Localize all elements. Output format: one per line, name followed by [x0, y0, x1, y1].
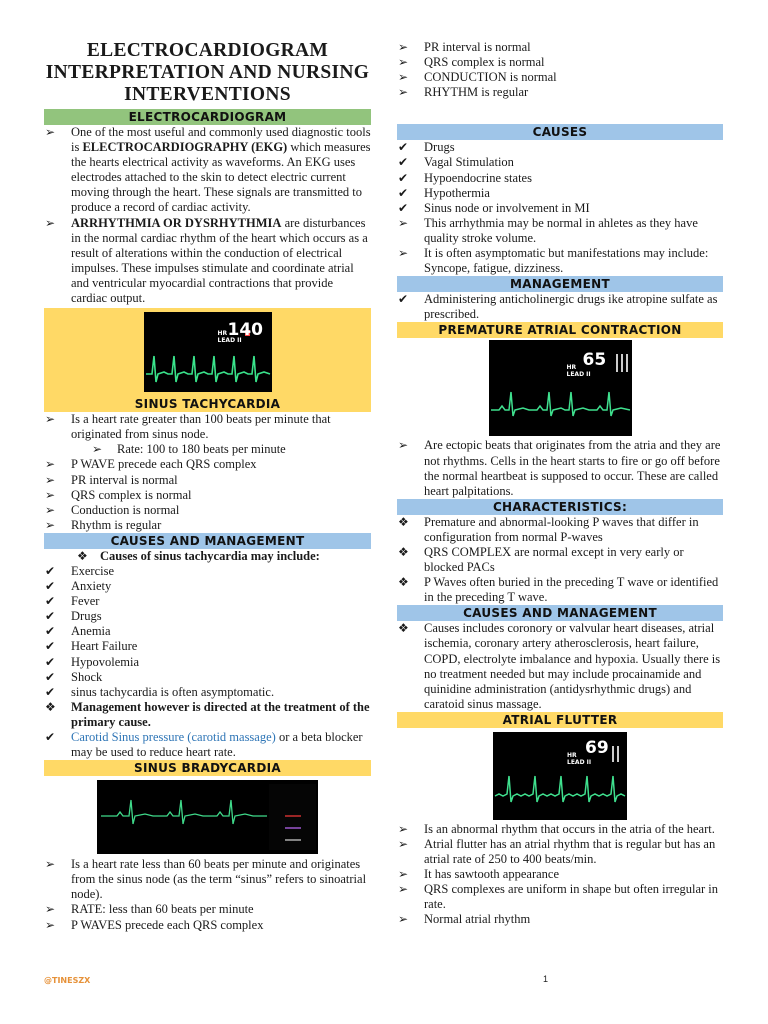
- list-item: ✔ Drugs: [398, 140, 455, 155]
- arrow-bullet-icon: ➢: [398, 55, 409, 70]
- ecg-monitor-image: [97, 780, 318, 854]
- arrow-bullet-icon: ➢: [45, 857, 56, 872]
- list-item: ➢ PR interval is normal: [398, 40, 531, 54]
- arrow-bullet-icon: ➢: [45, 502, 56, 517]
- list-item: ✔ Anxiety: [45, 579, 112, 594]
- list-item: ➢ P WAVES precede each QRS complex: [45, 917, 264, 932]
- diamond-bullet-icon: ❖: [398, 621, 409, 636]
- list-item: ✔ Hypovolemia: [45, 654, 140, 669]
- check-bullet-icon: ✔: [45, 563, 56, 578]
- arrow-bullet-icon: ➢: [398, 882, 409, 897]
- arrow-bullet-icon: ➢: [45, 917, 56, 932]
- list-item: ✔ Hypothermia: [398, 185, 490, 200]
- arrow-bullet-icon: ➢: [45, 215, 56, 230]
- list-item: ❖ Causes includes coronory or valvular heart diseases, atrial ischemia, coronary artery atherosclerosis, heart failure, COPD, electrolyte imbalance and hypoxia. Usually there is no treatment needed but may include procainamide and quinidine administration (antidysrhythmic drugs) and caratoid sinus massage.: [398, 621, 721, 711]
- check-bullet-icon: ✔: [398, 170, 409, 185]
- section-header-electrocardiogram: ELECTROCARDIOGRAM: [44, 109, 371, 125]
- diamond-bullet-icon: ❖: [45, 699, 56, 714]
- ecg-monitor-image: HR LEAD II 140: [144, 312, 272, 392]
- list-item: ❖ Management however is directed at the treatment of the primary cause.: [45, 699, 370, 729]
- diamond-bullet-icon: ❖: [77, 548, 88, 563]
- arrow-bullet-icon: ➢: [45, 902, 56, 917]
- author-handle: @TINESZX: [44, 976, 91, 985]
- list-item: ✔ Drugs: [45, 609, 102, 624]
- list-item: ✔ Hypoendocrine states: [398, 170, 532, 185]
- list-item: ➢ RATE: less than 60 beats per minute: [45, 902, 254, 917]
- list-item: ✔ Anemia: [45, 624, 111, 639]
- check-bullet-icon: ✔: [45, 624, 56, 639]
- arrow-bullet-icon: ➢: [45, 487, 56, 502]
- arrow-bullet-icon: ➢: [45, 457, 56, 472]
- check-bullet-icon: ✔: [398, 200, 409, 215]
- list-item: ✔ Sinus node or involvement in MI: [398, 200, 590, 215]
- ecg-monitor-image: HR LEAD II 65: [489, 340, 632, 436]
- list-item: ➢ Is a heart rate greater than 100 beats per minute that originated from sinus node.: [45, 412, 331, 442]
- section-header-atrial-flutter: ATRIAL FLUTTER: [397, 712, 723, 728]
- section-header-causes: CAUSES: [397, 124, 723, 140]
- list-item: ➢ Is a heart rate less than 60 beats per minute and originates from the sinus node (as the term “sinus” refers to sinoatrial node).: [45, 857, 367, 902]
- bradycardia-figure: [44, 777, 371, 857]
- check-bullet-icon: ✔: [398, 292, 409, 307]
- page-title: ELECTROCARDIOGRAM INTERPRETATION AND NURSING INTERVENTIONS: [45, 40, 370, 105]
- arrow-bullet-icon: ➢: [398, 215, 409, 230]
- check-bullet-icon: ✔: [45, 684, 56, 699]
- list-item: ➢ Rhythm is regular: [45, 517, 162, 532]
- arrow-bullet-icon: ➢: [398, 821, 409, 836]
- check-bullet-icon: ✔: [45, 654, 56, 669]
- arrow-bullet-icon: ➢: [45, 517, 56, 532]
- tachycardia-figure: [44, 308, 371, 396]
- ecg-monitor-image: HR LEAD II 69: [493, 732, 627, 820]
- list-item: ➢ Rate: 100 to 180 beats per minute: [92, 442, 286, 457]
- list-item: ➢ This arrhythmia may be normal in ahletes as they have quality stroke volume.: [398, 215, 698, 245]
- check-bullet-icon: ✔: [45, 730, 56, 744]
- pac-figure: [397, 338, 723, 438]
- check-bullet-icon: ✔: [398, 155, 409, 170]
- section-header-premature-atrial-contraction: PREMATURE ATRIAL CONTRACTION: [397, 322, 723, 338]
- section-header-sinus-tachycardia: SINUS TACHYCARDIA: [44, 396, 371, 412]
- arrow-bullet-icon: ➢: [398, 40, 409, 54]
- check-bullet-icon: ✔: [45, 669, 56, 684]
- list-item: ➢ QRS complex is normal: [45, 487, 192, 502]
- list-item: ❖ P Waves often buried in the preceding T wave or identified in the preceding T wave.: [398, 575, 719, 605]
- list-item: ✔ Exercise: [45, 563, 115, 578]
- list-item: ❖ Causes of sinus tachycardia may include:: [77, 548, 320, 563]
- check-bullet-icon: ✔: [45, 594, 56, 609]
- diamond-bullet-icon: ❖: [398, 575, 409, 590]
- arrow-bullet-icon: ➢: [45, 125, 56, 139]
- carotid-massage-link[interactable]: Carotid Sinus pressure (carotid massage): [71, 730, 276, 744]
- list-item: ✔ Heart Failure: [45, 639, 138, 654]
- list-item: ➢ ARRHYTHMIA OR DYSRHYTHMIA are disturbances in the normal cardiac rhythm of the heart which occurs as a result of alterations within the conduction of electrical impulses. These impulses stimulate and coordinate atrial and ventricular myocardial contractions that provide cardiac output.: [45, 215, 368, 306]
- list-item: ➢ Are ectopic beats that originates from the atria and they are not rhythms. Cells in the heart starts to fire or go off before the normal heartbeat is supposed to occur. These are called heart palpitations.: [398, 438, 721, 498]
- arrow-bullet-icon: ➢: [398, 867, 409, 882]
- page-number: 1: [543, 974, 549, 984]
- atrial-flutter-figure: [397, 730, 723, 822]
- list-item: ➢ QRS complexes are uniform in shape but often irregular in rate.: [398, 882, 719, 912]
- section-header-management: MANAGEMENT: [397, 276, 723, 292]
- list-item: ➢ It has sawtooth appearance: [398, 867, 560, 882]
- list-item: ➢ Conduction is normal: [45, 502, 180, 517]
- list-item: ✔ Administering anticholinergic drugs ike atropine sulfate as prescribed.: [398, 292, 718, 322]
- arrow-bullet-icon: ➢: [398, 85, 409, 100]
- list-item: ✔ sinus tachycardia is often asymptomatic.: [45, 684, 275, 699]
- list-item: ➢ RHYTHM is regular: [398, 85, 529, 100]
- list-item: ➢ Is an abnormal rhythm that occurs in the atria of the heart.: [398, 821, 715, 836]
- check-bullet-icon: ✔: [45, 639, 56, 654]
- right-column: [397, 0, 723, 928]
- check-bullet-icon: ✔: [398, 185, 409, 200]
- list-item: ➢ It is often asymptomatic but manifestations may include: Syncope, fatigue, dizziness.: [398, 246, 709, 276]
- diamond-bullet-icon: ❖: [398, 514, 409, 529]
- section-header-sinus-bradycardia: SINUS BRADYCARDIA: [44, 760, 371, 776]
- list-item: ➢ One of the most useful and commonly used diagnostic tools is ELECTROCARDIOGRAPHY (EKG) which measures the hearts electrical activity as waveforms. An EKG uses electrodes attached to the skin to detect electric current moving through the heart. These signals are transmitted to produce a record of cardiac activity.: [45, 125, 371, 215]
- list-item: ➢ Atrial flutter has an atrial rhythm that is regular but has an atrial rate of 250 to 400 beats/min.: [398, 837, 716, 867]
- list-item: ➢ P WAVE precede each QRS complex: [45, 457, 257, 472]
- check-bullet-icon: ✔: [45, 579, 56, 594]
- list-item: ✔ Vagal Stimulation: [398, 155, 514, 170]
- check-bullet-icon: ✔: [45, 609, 56, 624]
- arrow-bullet-icon: ➢: [398, 912, 409, 927]
- section-header-causes-and-management: CAUSES AND MANAGEMENT: [44, 533, 371, 549]
- arrow-bullet-icon: ➢: [398, 837, 409, 851]
- list-item: ❖ QRS COMPLEX are normal except in very early or blocked PACs: [398, 544, 684, 575]
- check-bullet-icon: ✔: [398, 140, 409, 155]
- arrow-bullet-icon: ➢: [398, 70, 409, 85]
- arrow-bullet-icon: ➢: [45, 472, 56, 487]
- arrow-bullet-icon: ➢: [398, 438, 409, 453]
- list-item: ➢ QRS complex is normal: [398, 55, 545, 70]
- list-item: ✔ Shock: [45, 669, 103, 684]
- list-item: ➢ CONDUCTION is normal: [398, 70, 557, 85]
- diamond-bullet-icon: ❖: [398, 544, 409, 559]
- list-item: ✔ Fever: [45, 594, 100, 609]
- list-item: ➢ Normal atrial rhythm: [398, 912, 531, 927]
- list-item: ✔ Carotid Sinus pressure (carotid massage) or a beta blocker may be used to reduce heart rate.: [45, 730, 363, 760]
- arrow-bullet-icon: ➢: [45, 412, 56, 427]
- arrow-bullet-icon: ➢: [92, 442, 103, 457]
- section-header-characteristics: CHARACTERISTICS:: [397, 499, 723, 515]
- section-header-causes-and-management-2: CAUSES AND MANAGEMENT: [397, 605, 723, 621]
- left-column: [44, 0, 371, 933]
- list-item: ➢ PR interval is normal: [45, 472, 178, 487]
- arrow-bullet-icon: ➢: [398, 246, 409, 261]
- list-item: ❖ Premature and abnormal-looking P waves that differ in configuration from normal P-waves: [398, 514, 699, 544]
